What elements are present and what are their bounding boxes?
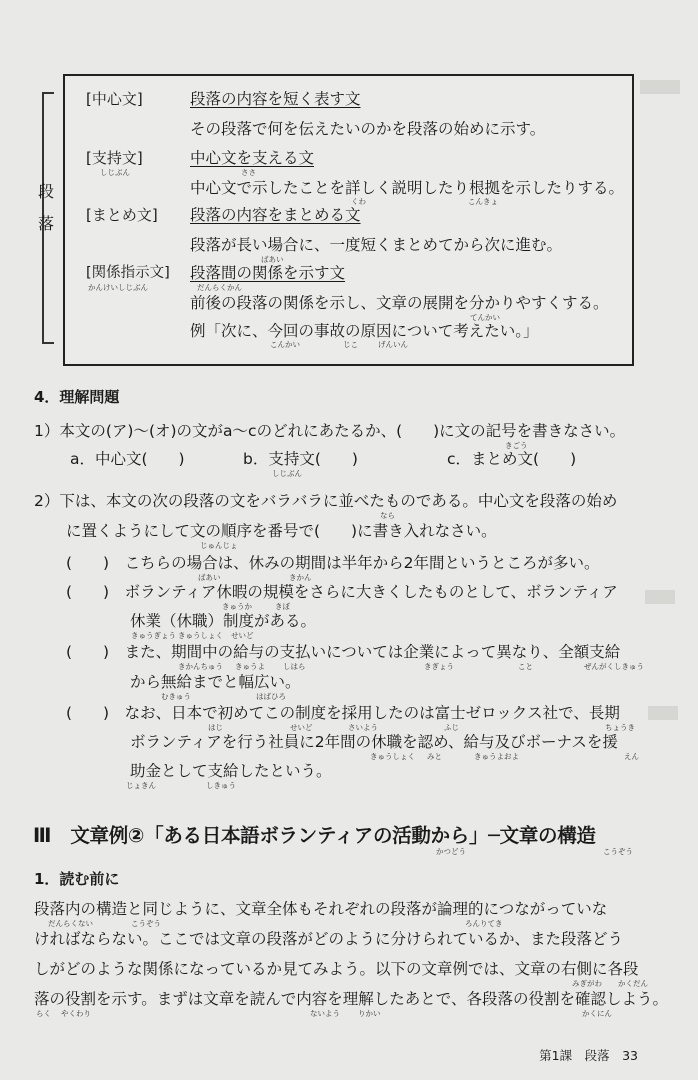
body-paragraph-line: しがどのような関係になっているか見てみよう。以下の文章例では、文章の右側に各段 [34, 960, 639, 978]
ruby: せいど [231, 631, 254, 640]
ruby: しじぶん [100, 168, 130, 177]
box-tag: [まとめ文] [86, 206, 158, 224]
ruby: きゅうよ [235, 662, 265, 671]
ruby: じょきん [126, 781, 156, 790]
sentence-item: ボランティアを行う社員に2年間の休職を認め、給与及びボーナスを援 [130, 733, 618, 751]
body-paragraph-line: 落の役割を示す。まずは文章を読んで内容を理解したあとで、各段落の役割を確認しよう。 [34, 990, 668, 1008]
ruby: きぎょう [424, 662, 454, 671]
choice-a: a．中心文( ) [70, 450, 185, 468]
ruby: むきゅう [161, 692, 191, 701]
ruby: きゅうしょく [178, 631, 223, 640]
sentence-item: から無給までと幅広い。 [130, 673, 301, 691]
page-footer: 第1課 段落 33 [539, 1048, 638, 1063]
ruby: ささ [241, 168, 256, 177]
bleed-through [640, 80, 680, 94]
ruby: ないよう [310, 1009, 340, 1018]
ruby: みぎがわ [572, 979, 602, 988]
ruby: やくわり [61, 1009, 91, 1018]
ruby: じこ [343, 340, 358, 349]
ruby: ろんりてき [465, 919, 503, 928]
ruby: みと [427, 752, 442, 761]
section-title: Ⅲ 文章例②「ある日本語ボランティアの活動から」─文章の構造 [33, 824, 596, 847]
ruby: ちょうき [605, 723, 635, 732]
ruby: ばあい [198, 573, 221, 582]
ruby: くわ [351, 197, 366, 206]
ruby: こんかい [270, 340, 300, 349]
ruby: きゅうぎょう [131, 631, 176, 640]
body-paragraph-line: 段落内の構造と同じように、文章全体もそれぞれの段落が論理的につながっていな [34, 900, 608, 918]
ruby: げんいん [378, 340, 408, 349]
box-title: 中心文を支える文 [190, 149, 315, 167]
ruby: らく [36, 1009, 51, 1018]
bleed-through [645, 590, 675, 604]
box-tag: [支持文] [86, 149, 143, 167]
ruby: じゅんじょ [200, 541, 238, 550]
sentence-item: 助金として支給したという。 [130, 762, 332, 780]
box-title: 段落の内容をまとめる文 [190, 206, 361, 224]
ruby: せいど [290, 723, 313, 732]
box-desc: 前後の段落の関係を示し、文章の展開を分かりやすくする。 [190, 294, 609, 312]
ruby: かんけいしじぶん [88, 283, 148, 292]
box-desc: その段落で何を伝えたいのかを段落の始めに示す。 [190, 120, 546, 138]
ruby: りかい [358, 1009, 381, 1018]
ruby: きかん [289, 573, 312, 582]
ruby: かつどう [436, 847, 466, 856]
ruby: きぼ [275, 602, 290, 611]
ruby: えん [624, 752, 639, 761]
ruby: はじ [208, 723, 223, 732]
ruby: きゅうしょく [370, 752, 415, 761]
ruby: しじぶん [272, 469, 302, 478]
ruby: だんらくない [48, 919, 93, 928]
ruby: こうぞう [131, 919, 161, 928]
sentence-item: 休業（休職）制度がある。 [130, 612, 317, 630]
question-1: 1）本文の(ア)～(オ)の文がa～cのどれにあたるか、( )に文の記号を書きなさい。 [34, 422, 626, 440]
ruby: こうぞう [603, 847, 633, 856]
ruby: しきゅう [206, 781, 236, 790]
box-title: 段落の内容を短く表す文 [190, 90, 361, 108]
ruby: こと [518, 662, 533, 671]
box-desc: 中心文で示したことを詳しく説明したり根拠を示したりする。 [190, 179, 625, 197]
choice-c: c．まとめ文( ) [447, 450, 577, 468]
ruby: きゅうよおよ [474, 752, 519, 761]
ruby: なら [380, 511, 395, 520]
subsection-heading: 1．読む前に [34, 870, 120, 888]
sentence-item: ( ) こちらの場合は、休みの期間は半年から2年間というところが多い。 [66, 554, 600, 572]
box-desc: 段落が長い場合に、一度短くまとめてから次に進む。 [190, 236, 563, 254]
box-tag: [中心文] [86, 90, 143, 108]
ruby: きゅうか [222, 602, 252, 611]
bleed-through [648, 706, 678, 720]
ruby: しはら [283, 662, 306, 671]
bracket-label: 段 [38, 182, 55, 201]
choice-b: b．支持文( ) [243, 450, 358, 468]
ruby: かくにん [582, 1009, 612, 1018]
question-2: 2）下は、本文の次の段落の文をバラバラに並べたものである。中心文を段落の始め [34, 492, 618, 510]
box-example: 例「次に、今回の事故の原因について考えたい。」 [190, 322, 539, 340]
ruby: ふじ [444, 723, 459, 732]
sentence-item: ( ) なお、日本で初めてこの制度を採用したのは富士ゼロックス社で、長期 [66, 704, 620, 722]
ruby: かくだん [618, 979, 648, 988]
box-tag: [関係指示文] [86, 265, 170, 281]
bracket-label: 落 [38, 214, 55, 233]
box-title: 段落間の関係を示す文 [190, 264, 346, 282]
body-paragraph-line: ければならない。ここでは文章の段落がどのように分けられているか、また段落どう [34, 930, 624, 948]
section-heading: 4．理解問題 [34, 388, 120, 406]
sentence-item: ( ) ボランティア休暇の規模をさらに大きくしたものとして、ボランティア [66, 583, 618, 601]
ruby: きかんちゅう [178, 662, 223, 671]
ruby: さいよう [348, 723, 378, 732]
ruby: はばひろ [256, 692, 286, 701]
question-2: に置くようにして文の順序を番号で( )に書き入れなさい。 [66, 522, 497, 540]
ruby: だんらくかん [197, 283, 242, 292]
ruby: こんきょ [468, 197, 498, 206]
ruby: てんかい [470, 313, 500, 322]
ruby: ばあい [261, 255, 284, 264]
ruby: ぜんがくしきゅう [584, 662, 644, 671]
sentence-item: ( ) また、期間中の給与の支払いについては企業によって異なり、全額支給 [66, 643, 621, 661]
ruby: きごう [505, 441, 528, 450]
